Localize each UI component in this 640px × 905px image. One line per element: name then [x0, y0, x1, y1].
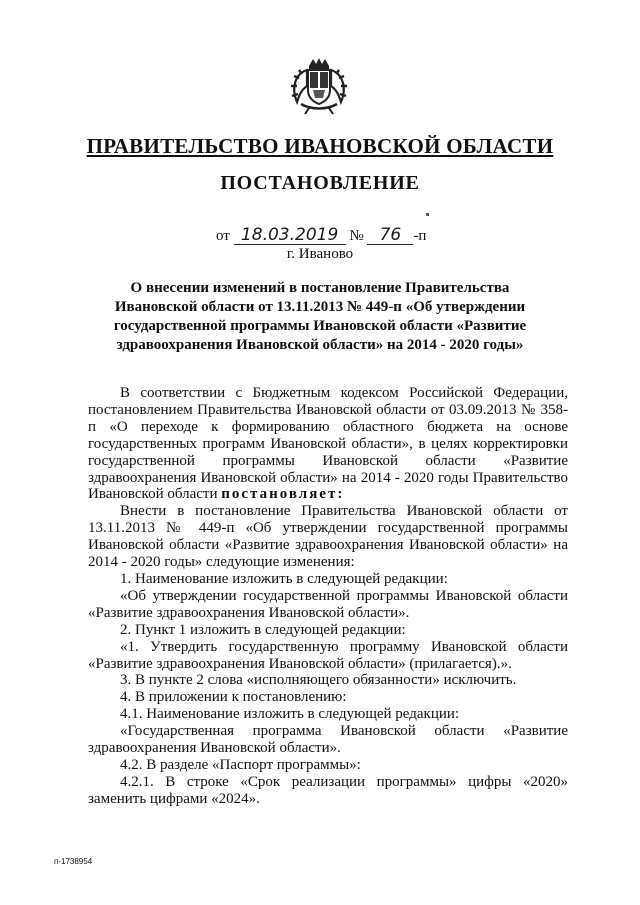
body-paragraph: 2. Пункт 1 изложить в следующей редакции: [120, 621, 406, 638]
document-id: п-1738954 [54, 857, 93, 866]
title-line: Ивановской области от 13.11.2013 № 449-п «Об утверждении [114, 299, 526, 315]
title-line: здравоохранения Ивановской области» на 2014 - 2020 годы» [116, 337, 524, 353]
handwritten-number: 76 [367, 226, 413, 245]
organization-title: ПРАВИТЕЛЬСТВО ИВАНОВСКОЙ ОБЛАСТИ [86, 134, 554, 158]
body-paragraph: 1. Наименование изложить в следующей редакции: [120, 570, 448, 587]
number-suffix: -п [413, 228, 427, 244]
decree-word: постановляет: [221, 486, 345, 503]
body-paragraph: «1. Утвердить государственную программу Ивановской области «Развитие здравоохранения Ивановской области» (прилагается).». [88, 638, 568, 672]
number-prefix: № [349, 228, 364, 244]
document-body [88, 385, 568, 808]
body-paragraph: Внести в постановление Правительства Ивановской области от 13.11.2013 № 449-п «Об утверждении государственной программы Ивановской области «Развитие здравоохранения Ивановской области» на 2014 - 2020 годы» следующие изменения: [88, 503, 568, 571]
intro-text: В соответствии с Бюджетным кодексом Российской Федерации, постановлением Правительства Ивановской области от 03.09.2013 № 358-п «О переходе к формированию областного бюджета на основе государственных программ Ивановской области», в целях корректировки государственной программы Ивановской области «Развитие здравоохранения Ивановской области» на 2014 - 2020 годы Правительство Ивановской области [88, 385, 568, 503]
body-paragraph: 3. В пункте 2 слова «исполняющего обязанности» исключить. [120, 672, 517, 689]
city-label: г. Иваново [286, 246, 354, 262]
scan-dot [426, 213, 429, 216]
body-paragraph: 4. В приложении к постановлению: [120, 689, 347, 706]
coat-of-arms-icon [287, 56, 351, 116]
title-line: государственной программы Ивановской области «Развитие [113, 318, 527, 334]
intro-paragraph [88, 385, 568, 503]
handwritten-date: 18.03.2019 [234, 226, 346, 245]
title-line: О внесении изменений в постановление Правительства [130, 280, 510, 296]
body-paragraph: «Государственная программа Ивановской области «Развитие здравоохранения Ивановской области». [88, 723, 568, 757]
date-prefix: от [216, 228, 230, 244]
document-type: ПОСТАНОВЛЕНИЕ [220, 172, 420, 194]
body-paragraph: «Об утверждении государственной программы Ивановской области «Развитие здравоохранения Ивановской области». [88, 587, 568, 621]
body-paragraph: 4.1. Наименование изложить в следующей редакции: [120, 706, 460, 723]
body-paragraph: 4.2.1. В строке «Срок реализации программы» цифры «2020» заменить цифрами «2024». [88, 773, 568, 807]
body-paragraph: 4.2. В разделе «Паспорт программы»: [120, 756, 361, 773]
date-number-line [216, 226, 426, 245]
document-title [100, 279, 540, 355]
